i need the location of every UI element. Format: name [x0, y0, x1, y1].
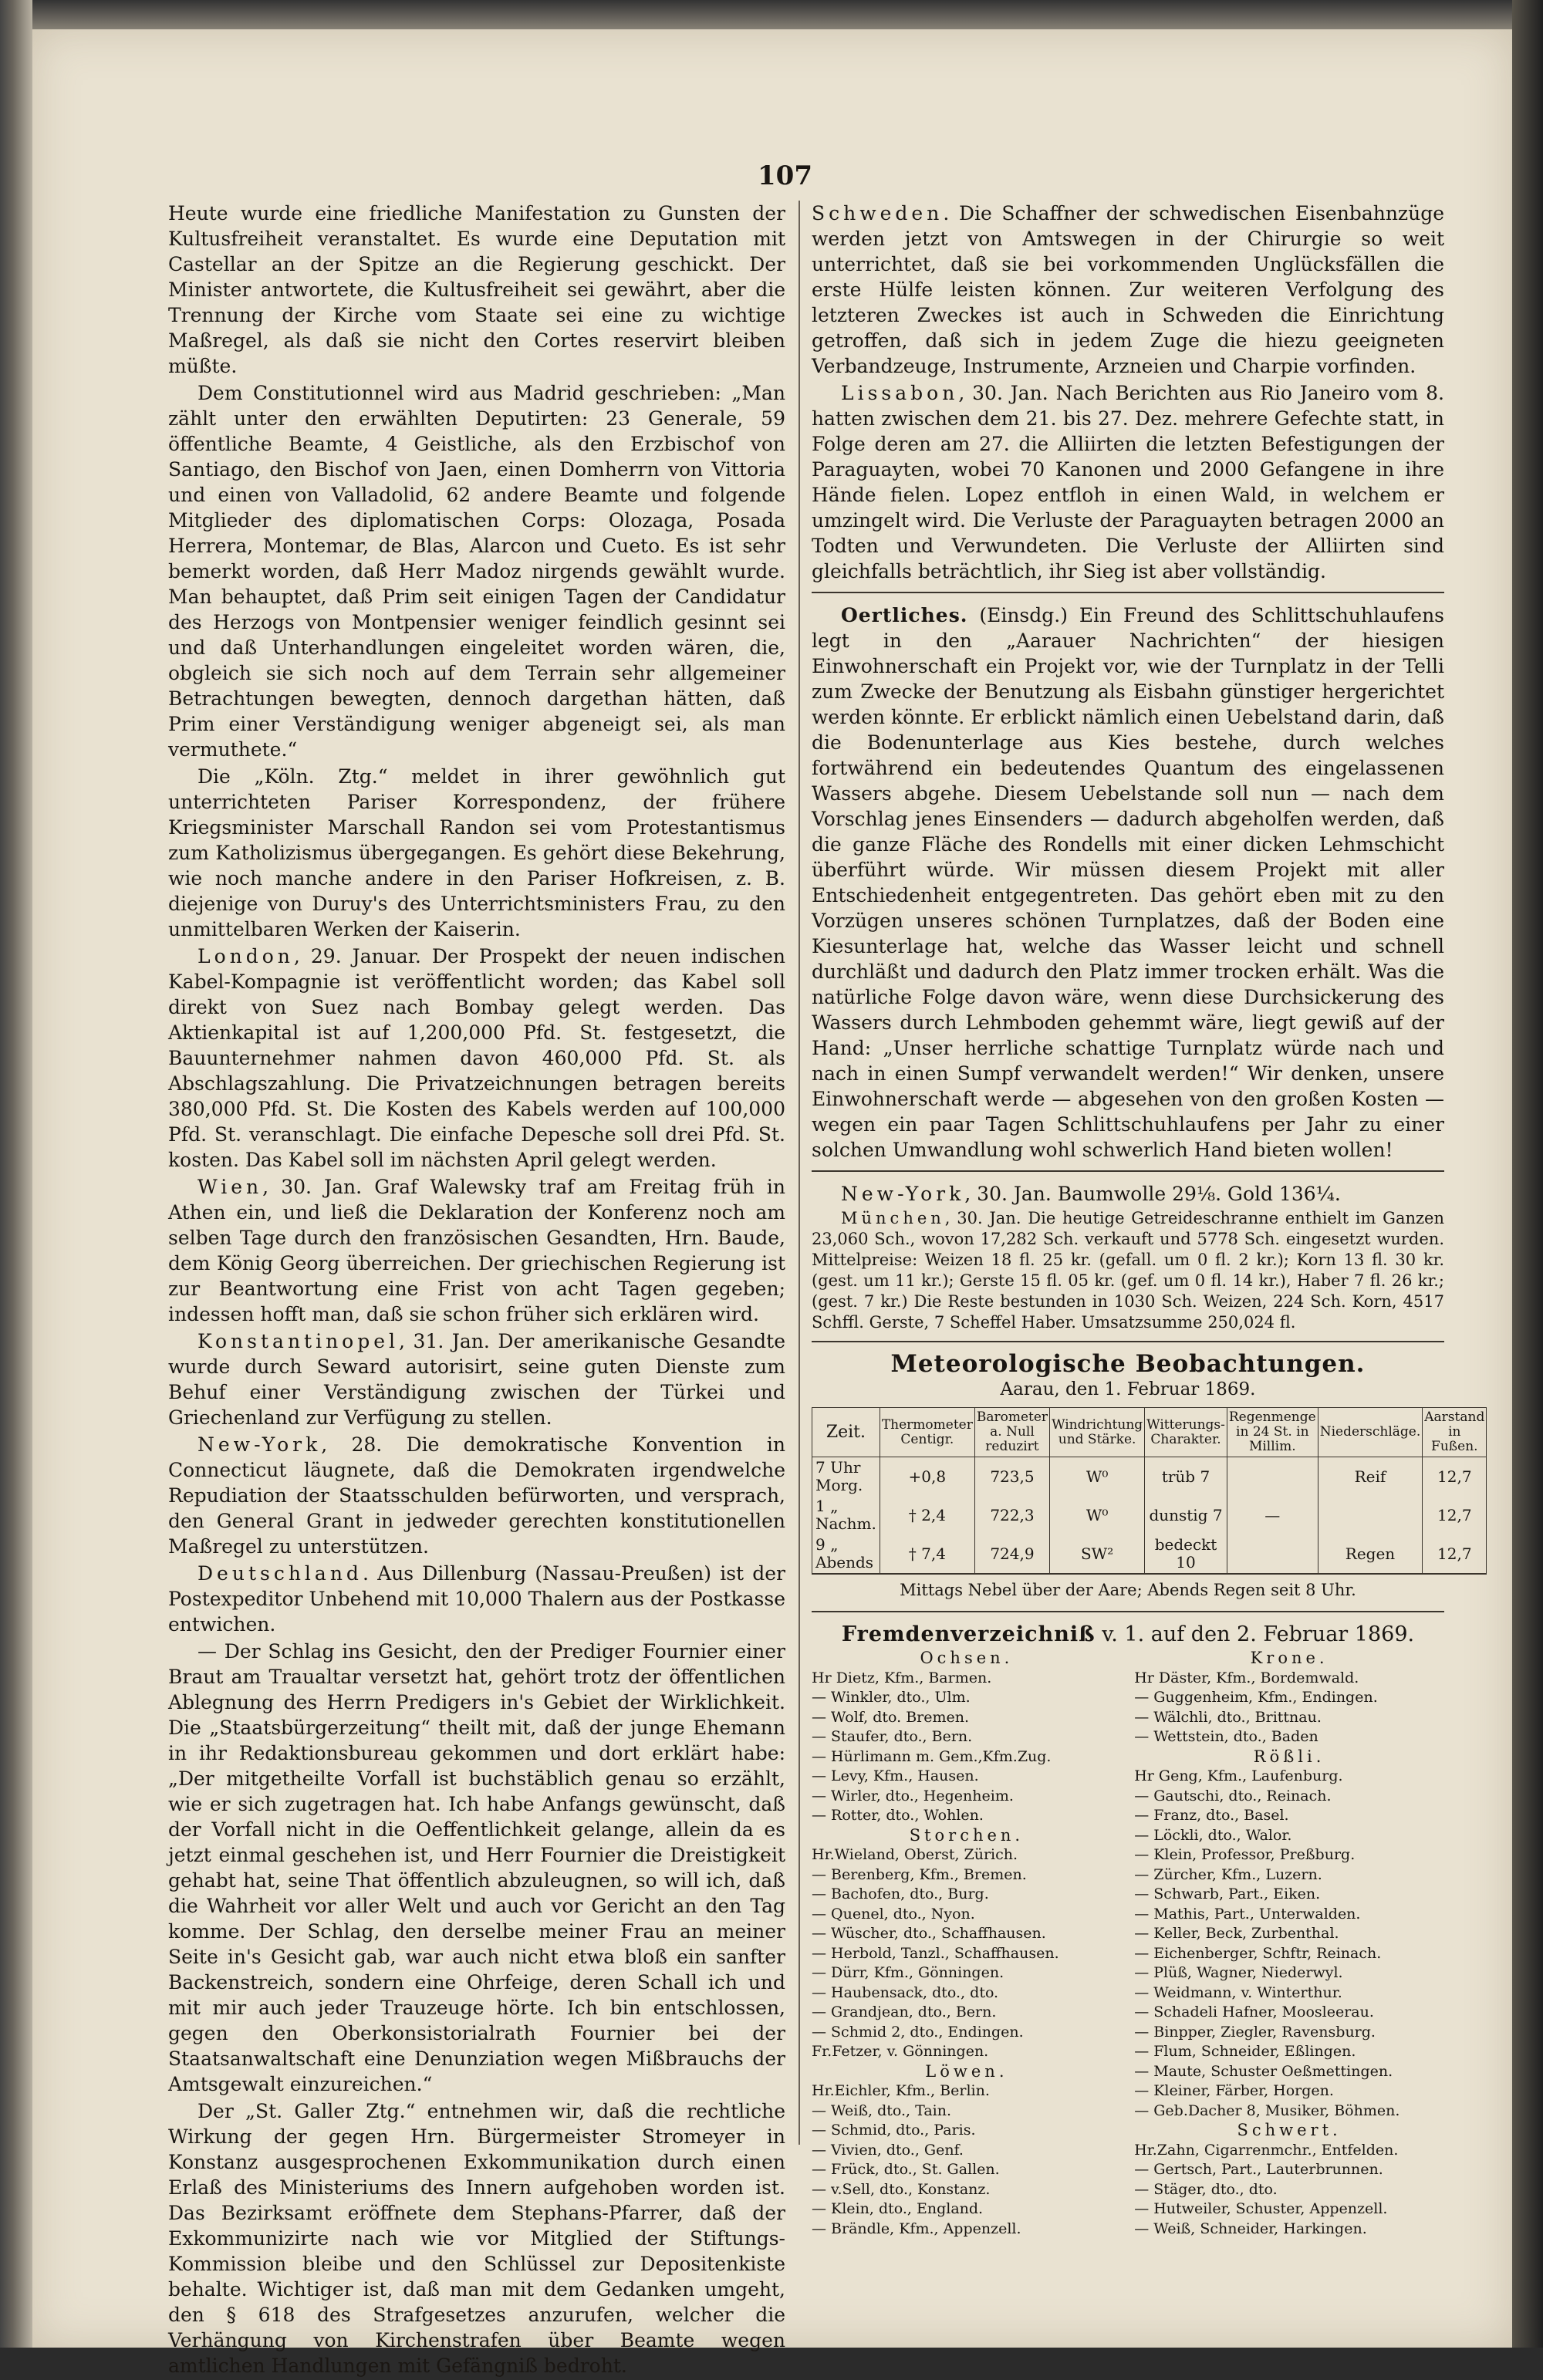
dateline-place: Deutschland — [198, 1562, 363, 1585]
hotel-name: Löwen. — [925, 2061, 1008, 2081]
weather-cell: 723,5 — [974, 1457, 1049, 1497]
dateline-date: , 31. Jan. — [399, 1330, 490, 1352]
weather-cell — [1227, 1457, 1318, 1497]
weather-cell: 12,7 — [1423, 1534, 1487, 1574]
guest-entry: — Weiß, dto., Tain. — [812, 2101, 952, 2119]
guest-entry: — Schwarb, Part., Eiken. — [1134, 1885, 1321, 1902]
guest-entry: Hr.Zahn, Cigarrenmchr., Entfelden. — [1134, 2141, 1399, 2159]
dateline-article — [168, 1561, 785, 1637]
weather-table — [812, 1407, 1487, 1575]
dateline-text: Graf Walewsky traf am Freitag früh in Athen ein, und ließ die Deklaration der Konferenz noch am selben Tage durch den französischen Gesandten, Hrn. Baude, dem König Georg überreichen. Der griechischen Regierung ist zur Beantwortung eine Frist von acht Tagen gegeben; indessen hofft man, daß sie schon früher sich erklären wird. — [168, 1176, 786, 1325]
article-paragraph: Dem Constitutionnel wird aus Madrid geschrieben: „Man zählt unter den erwählten Deputirten: 23 Generale, 59 öffentliche Beamte, 4 Geistliche, als den Erzbischof von Santiago, den Bischof von Jaen, einen Domherrn von Vittoria und einen von Valladolid, 62 andere Beamte und folgende Mitglieder des diplomatischen Corps: Olozaga, Posada Herrera, Montemar, de Blas, Alarcon und Cueto. Es ist sehr bemerkt worden, daß Herr Madoz nirgends gewählt wurde. Man behauptet, daß Prim seit einigen Tagen der Candidatur des Herzogs von Montpensier weniger feindlich gesinnt sei und daß Unterhandlungen eingeleitet worden wären, die, obgleich sie sich noch auf dem Terrain sehr allgemeiner Betrachtungen bewegten, dennoch dargethan hätten, daß Prim einer Verständigung weniger abgeneigt sei, als man vermuthete.“ — [168, 382, 785, 761]
guest-entry: — Guggenheim, Kfm., Endingen. — [1134, 1689, 1378, 1706]
weather-cell — [1227, 1534, 1318, 1574]
weather-cell: trüb 7 — [1145, 1457, 1227, 1497]
weather-cell: W⁰ — [1050, 1496, 1145, 1534]
right-column — [812, 201, 1485, 2239]
guest-list-title — [812, 1622, 1444, 1647]
guest-entry: — Wüscher, dto., Schaffhausen. — [812, 1925, 1046, 1942]
dateline-place: Lissabon — [841, 382, 959, 404]
guest-entry: — Schmid, dto., Paris. — [812, 2122, 976, 2139]
weather-cell: — — [1227, 1496, 1318, 1534]
guest-entry: — Maute, Schuster Oeßmettingen. — [1134, 2062, 1393, 2080]
guest-entry: — Keller, Beck, Zurbenthal. — [1134, 1925, 1339, 1942]
weather-header: Windrichtung und Stärke. — [1050, 1408, 1145, 1457]
guest-entry: — Staufer, dto., Bern. — [812, 1728, 973, 1745]
guest-entry: Hr.Eichler, Kfm., Berlin. — [812, 2082, 990, 2099]
weather-header: Witterungs-Charakter. — [1145, 1408, 1227, 1457]
dateline-date: . — [943, 202, 950, 224]
weather-cell: W⁰ — [1050, 1457, 1145, 1497]
section-rule — [812, 1170, 1444, 1172]
left-column — [168, 201, 785, 2380]
guest-list-left-column — [812, 1649, 1122, 2239]
weather-row — [812, 1496, 1487, 1534]
hotel-name: Schwert. — [1237, 2121, 1342, 2139]
weather-cell: 1 „ Nachm. — [812, 1496, 880, 1534]
guest-entry: Hr Geng, Kfm., Laufenburg. — [1134, 1767, 1343, 1784]
guest-entry: Hr.Wieland, Oberst, Zürich. — [812, 1846, 1018, 1863]
guest-list-date: v. 1. auf den 2. Februar 1869. — [1102, 1622, 1415, 1646]
weather-row — [812, 1457, 1487, 1497]
dateline-date: , 28. — [321, 1433, 383, 1456]
dateline-article — [168, 944, 785, 1173]
guest-entry: — Frück, dto., St. Gallen. — [812, 2161, 1000, 2178]
market-text: Baumwolle 29⅛. Gold 136¼. — [1057, 1183, 1341, 1205]
weather-cell: † 7,4 — [880, 1534, 974, 1574]
section-rule — [812, 592, 1444, 593]
dateline-article — [168, 1432, 785, 1559]
weather-cell: 724,9 — [974, 1534, 1049, 1574]
dateline-text: Der Prospekt der neuen indischen Kabel-Kompagnie ist veröffentlicht worden; das Kabel soll direkt von Suez nach Bombay gelegt werden. Das Aktienkapital ist auf 1,200,000 Pfd. St. festgesetzt, die Bauunternehmer nahmen davon 460,000 Pfd. St. als Abschlagszahlung. Die Privatzeichnungen betragen bereits 380,000 Pfd. St. Die Kosten des Kabels werden auf 100,000 Pfd. St. veranschlagt. Die einfache Depesche soll drei Pfd. St. kosten. Das Kabel soll im nächsten April gelegt werden. — [168, 945, 785, 1171]
guest-entry: — Grandjean, dto., Bern. — [812, 2004, 997, 2020]
page-number: 107 — [758, 160, 812, 191]
scan-border-right — [1512, 0, 1543, 2348]
guest-entry: — Binpper, Ziegler, Ravensburg. — [1134, 2023, 1376, 2041]
scan-border-top — [0, 0, 1543, 31]
guest-entry: — Gautschi, dto., Reinach. — [1134, 1787, 1332, 1804]
weather-header-row — [812, 1408, 1487, 1457]
weather-cell — [1318, 1496, 1423, 1534]
local-news-article — [812, 603, 1444, 1163]
guest-entry: — Klein, Professor, Preßburg. — [1134, 1846, 1356, 1863]
guest-entry: — Gertsch, Part., Lauterbrunnen. — [1134, 2161, 1383, 2178]
guest-entry: — Winkler, dto., Ulm. — [812, 1689, 971, 1706]
guest-entry: — Brändle, Kfm., Appenzell. — [812, 2220, 1021, 2237]
dateline-place: Schweden — [812, 202, 944, 224]
guest-entry: — Zürcher, Kfm., Luzern. — [1134, 1865, 1322, 1883]
dateline-text: Die Schaffner der schwedischen Eisenbahnzüge werden jetzt von Amtswegen in der Chirurgie so weit unterrichtet, daß sie bei vorkommenden Unglücksfällen die erste Hülfe leisten können. Zur weiteren Verfolgung des letzteren Zweckes ist auch in Schweden die Einrichtung getroffen, daß sich in jedem Zuge die hiezu geeigneten Verbandzeuge, Instrumente, Arzneien und Charpie vorfinden. — [812, 202, 1444, 377]
section-rule — [812, 1611, 1444, 1612]
weather-cell: 9 „ Abends — [812, 1534, 880, 1574]
weather-cell: Regen — [1318, 1534, 1423, 1574]
dateline-article — [812, 201, 1444, 379]
guest-entry: — Plüß, Wagner, Niederwyl. — [1134, 1964, 1343, 1981]
weather-header: Zeit. — [812, 1408, 880, 1457]
dateline-place: New-York — [198, 1433, 322, 1456]
guest-entry: — Klein, dto., England. — [812, 2200, 984, 2217]
weather-cell: +0,8 — [880, 1457, 974, 1497]
weather-header: Regenmenge in 24 St. in Millim. — [1227, 1408, 1318, 1457]
guest-entry: — Wirler, dto., Hegenheim. — [812, 1787, 1014, 1804]
guest-entry: — Kleiner, Färber, Horgen. — [1134, 2082, 1334, 2099]
guest-entry: Hr Dietz, Kfm., Barmen. — [812, 1669, 992, 1686]
guest-entry: — Schmid 2, dto., Endingen. — [812, 2023, 1024, 2041]
weather-header: Barometer a. Null reduzirt — [974, 1408, 1049, 1457]
dateline-article — [168, 1328, 785, 1430]
hotel-name: Krone. — [1250, 1649, 1329, 1667]
scan-border-left — [0, 0, 32, 2348]
dateline-place: London — [198, 945, 294, 967]
guest-entry: — Rotter, dto., Wohlen. — [812, 1807, 984, 1824]
weather-header: Thermometer Centigr. — [880, 1408, 974, 1457]
weather-cell: bedeckt 10 — [1145, 1534, 1227, 1574]
guest-entry: — Wälchli, dto., Brittnau. — [1134, 1708, 1322, 1726]
guest-list-heading: Fremdenverzeichniß — [841, 1622, 1096, 1646]
dateline-text: Aus Dillenburg (Nassau-Preußen) ist der Postexpeditor Unbehend mit 10,000 Thalern aus der Postkasse entwichen. — [168, 1562, 785, 1636]
dateline-place: München — [841, 1209, 945, 1227]
local-news-tag: (Einsdg.) — [979, 604, 1068, 626]
guest-entry: — Berenberg, Kfm., Bremen. — [812, 1865, 1027, 1883]
dateline-article — [168, 1174, 785, 1327]
guest-entry: — Dürr, Kfm., Gönningen. — [812, 1964, 1004, 1981]
weather-cell: 722,3 — [974, 1496, 1049, 1534]
weather-cell: 12,7 — [1423, 1496, 1487, 1534]
guest-entry: — Mathis, Part., Unterwalden. — [1134, 1905, 1361, 1923]
guest-list-right-column — [1134, 1649, 1444, 2239]
guest-entry: — Vivien, dto., Genf. — [812, 2141, 964, 2159]
dateline-date: , 30. Jan. — [964, 1183, 1052, 1205]
guest-entry: — v.Sell, dto., Konstanz. — [812, 2180, 991, 2198]
dateline-date: . — [362, 1562, 369, 1585]
weather-header: Niederschläge. — [1318, 1408, 1423, 1457]
guest-entry: — Hürlimann m. Gem.,Kfm.Zug. — [812, 1747, 1052, 1765]
guest-entry: Fr.Fetzer, v. Gönningen. — [812, 2043, 989, 2060]
guest-entry: — Haubensack, dto., dto. — [812, 1983, 999, 2001]
newspaper-page — [32, 29, 1512, 2377]
column-divider — [799, 201, 800, 2145]
guest-entry: — Herbold, Tanzl., Schaffhausen. — [812, 1944, 1059, 1962]
dateline-date: , 29. Januar. — [293, 945, 421, 967]
dateline-text: Die demokratische Konvention in Connecticut läugnete, daß die Demokraten irgendwelche Repudiation der Staatsschulden befürworten, und versprach, den General Grant in jedweder gerechten konstitutionellen Maßregel zu unterstützen. — [168, 1433, 785, 1558]
guest-entry: — Schadeli Hafner, Moosleerau. — [1134, 2004, 1374, 2020]
guest-entry: — Wettstein, dto., Baden — [1134, 1728, 1318, 1745]
dateline-date: , 30. Jan. — [958, 382, 1048, 404]
guest-entry: — Quenel, dto., Nyon. — [812, 1905, 975, 1923]
guest-entry: — Löckli, dto., Walor. — [1134, 1826, 1292, 1844]
weather-note: Mittags Nebel über der Aare; Abends Regen seit 8 Uhr. — [900, 1581, 1356, 1599]
guest-entry: — Levy, Kfm., Hausen. — [812, 1767, 979, 1784]
article-paragraph: — Der Schlag ins Gesicht, den der Prediger Fournier einer Braut am Traualtar versetzt hat, gehört trotz der öffentlichen Ablegnung des Herrn Predigers in's Gebiet der Wirklichkeit. Die „Staatsbürgerzeitung“ theilt mit, daß der junge Ehemann in ihr Redaktionsbureau gekommen und dort erklärt habe: „Der mitgetheilte Vorfall ist buchstäblich genau so erzählt, wie er sich zugetragen hat. Ich habe Anfangs gewünscht, daß der Vorfall nicht in die Oeffentlichkeit gelange, allein da es jetzt einmal geschehen ist, und Herr Fournier die Dreistigkeit gehabt hat, seine That öffentlich abzuleugnen, so will ich, daß die Wahrheit vor aller Welt und auch vor Gericht an den Tag komme. Der Schlag, den derselbe meiner Frau an meiner Seite in's Gesicht gab, war auch nicht etwa bloß ein sanfter Backenstreich, sondern eine Ohrfeige, deren Schall ich und mit mir auch jeder Trauzeuge hörte. Ich bin entschlossen, gegen den Oberkonsistorialrath Fournier bei der Staatsanwaltschaft eine Denunziation wegen Mißbrauchs der Amtsgewalt einzureichen.“ — [168, 1640, 785, 2095]
market-text: Die heutige Getreideschranne enthielt im Ganzen 23,060 Sch., wovon 17,282 Sch. verkauft und 5778 Sch. eingesetzt wurden. Mittelpreise: Weizen 18 fl. 25 kr. (gefall. um 0 fl. 2 kr.); Korn 13 fl. 30 kr. (gest. um 11 kr.); Gerste 15 fl. 05 kr. (gef. um 0 fl. 14 kr.), Haber 7 fl. 26 kr.; (gest. 7 kr.) Die Reste bestunden in 1030 Sch. Weizen, 224 Sch. Korn, 4517 Schffl. Gerste, 7 Scheffel Haber. Umsatzsumme 250,024 fl. — [812, 1209, 1444, 1332]
weather-cell: SW² — [1050, 1534, 1145, 1574]
local-news-text: Ein Freund des Schlittschuhlaufens legt in den „Aarauer Nachrichten“ der hiesigen Einwohnerschaft ein Projekt vor, wie der Turnplatz in der Telli zum Zwecke der Benutzung als Eisbahn günstiger hergerichtet werden könnte. Er erblickt nämlich einen Uebelstand darin, daß die Bodenunterlage aus Kies bestehe, durch welches fortwährend ein bedeutendes Quantum des eingelassenen Wassers abgehe. Diesem Uebelstande soll nun — nach dem Vorschlag jenes Einsenders — dadurch abgeholfen werden, daß die ganze Fläche des Rondells mit einer dicken Lehmschicht überführt würde. Wir müssen diesem Projekt mit aller Entschiedenheit entgegentreten. Das gehört eben mit zu den Vorzügen unseres schönen Turnplatzes, daß der Boden eine Kiesunterlage hat, welche das Wasser leicht und schnell durchläßt und dadurch den Platz immer trocken erhält. Was die natürliche Folge davon wäre, wenn diese Durchsickerung des Wassers durch Lehmboden gehemmt wäre, liegt gewiß auf der Hand: „Unser herrliche schattige Turnplatz würde nach und nach in einen Sumpf verwandelt werden!“ Wir denken, unsere Einwohnerschaft werde — abgesehen von den großen Kosten — wegen ein paar Tagen Schlittschuhlaufens per Jahr zu einer solchen Umwandlung wohl schwerlich Hand bieten wollen! — [812, 604, 1445, 1161]
local-news-heading: Oertliches. — [841, 604, 968, 626]
weather-title: Meteorologische Beobachtungen. — [890, 1350, 1366, 1378]
dateline-date: , 30. Jan. — [944, 1209, 1021, 1227]
weather-cell: 12,7 — [1423, 1457, 1487, 1497]
hotel-name: Rößli. — [1253, 1747, 1325, 1766]
guest-list — [812, 1649, 1444, 2239]
guest-entry: — Bachofen, dto., Burg. — [812, 1885, 989, 1902]
article-paragraph: Die „Köln. Ztg.“ meldet in ihrer gewöhnlich gut unterrichteten Pariser Korrespondenz, der frühere Kriegsminister Marschall Randon sei vom Protestantismus zum Katholizismus übergegangen. Es gehört diese Bekehrung, wie noch manche andere in den Pariser Hofkreisen, z. B. diejenige von Duruy's des Unterrichtsministers Frau, zu den unmittelbaren Werken der Kaiserin. — [168, 765, 785, 940]
guest-entry: — Geb.Dacher 8, Musiker, Böhmen. — [1134, 2101, 1400, 2119]
weather-subtitle: Aarau, den 1. Februar 1869. — [1000, 1379, 1256, 1399]
dateline-article — [812, 380, 1444, 584]
dateline-text: Nach Berichten aus Rio Janeiro vom 8. hatten zwischen dem 21. bis 27. Dez. mehrere Gefechte statt, in Folge deren am 27. die Alliirten die letzten Befestigungen der Paraguayten, wobei 70 Kanonen und 2000 Gefangene in ihre Hände fielen. Lopez entfloh in einen Wald, in welchem er umzingelt wird. Die Verluste der Paraguayten betragen 2000 an Todten und Verwundeten. Die Verluste der Alliirten sind gleichfalls beträchtlich, ihr Sieg ist aber vollständig. — [812, 382, 1444, 582]
dateline-place: Konstantinopel — [198, 1330, 400, 1352]
hotel-name: Storchen. — [909, 1825, 1025, 1845]
market-report-newyork — [812, 1181, 1444, 1207]
guest-entry: — Eichenberger, Schftr, Reinach. — [1134, 1944, 1382, 1962]
guest-entry: — Hutweiler, Schuster, Appenzell. — [1134, 2200, 1388, 2217]
weather-cell: 7 Uhr Morg. — [812, 1457, 880, 1497]
dateline-text: Der amerikanische Gesandte wurde durch Seward autorisirt, seine guten Dienste zum Behuf einer Verständigung zwischen der Türkei und Griechenland zur Verfügung zu stellen. — [168, 1330, 785, 1429]
hotel-name: Ochsen. — [920, 1649, 1014, 1667]
guest-entry: — Weidmann, v. Winterthur. — [1134, 1983, 1342, 2001]
guest-entry: — Stäger, dto., dto. — [1134, 2180, 1278, 2198]
guest-entry: — Flum, Schneider, Eßlingen. — [1134, 2043, 1356, 2060]
dateline-date: , 30. Jan. — [262, 1176, 363, 1198]
weather-cell: dunstig 7 — [1145, 1496, 1227, 1534]
weather-cell: Reif — [1318, 1457, 1423, 1497]
weather-row — [812, 1534, 1487, 1574]
guest-entry: — Weiß, Schneider, Harkingen. — [1134, 2220, 1367, 2237]
guest-entry: — Franz, dto., Basel. — [1134, 1807, 1289, 1824]
section-rule — [812, 1341, 1444, 1342]
article-paragraph: Der „St. Galler Ztg.“ entnehmen wir, daß die rechtliche Wirkung der gegen Hrn. Bürgermeister Stromeyer in Konstanz ausgesprochenen Exkommunikation durch einen Erlaß des Ministeriums des Innern aufgehoben worden ist. Das Bezirksamt eröffnete dem Stephans-Pfarrer, daß der Exkommunizirte nach wie vor Mitglied der Stiftungs-Kommission bleibe und den Schlüssel zur Depositenkiste behalte. Wichtiger ist, daß man mit dem Gedanken umgeht, den § 618 des Strafgesetzes anzurufen, welcher die Verhängung von Kirchenstrafen über Beamte wegen amtlichen Handlungen mit Gefängniß bedroht. — [168, 2100, 785, 2377]
dateline-place: New-York — [841, 1183, 965, 1205]
weather-header: Aarstand in Fußen. — [1423, 1408, 1487, 1457]
guest-entry: — Wolf, dto. Bremen. — [812, 1708, 970, 1726]
article-paragraph: Heute wurde eine friedliche Manifestation zu Gunsten der Kultusfreiheit veranstaltet. Es wurde eine Deputation mit Castellar an der Spitze an die Regierung geschickt. Der Minister antwortete, die Kultusfreiheit sei gewährt, aber die Trennung der Kirche vom Staate sei eine zu wichtige Maßregel, als daß sie nicht den Cortes reservirt bleiben müßte. — [168, 202, 785, 377]
guest-entry: Hr Däster, Kfm., Bordemwald. — [1134, 1669, 1359, 1686]
weather-cell: † 2,4 — [880, 1496, 974, 1534]
market-report-munich — [812, 1208, 1444, 1333]
dateline-place: Wien — [198, 1176, 263, 1198]
